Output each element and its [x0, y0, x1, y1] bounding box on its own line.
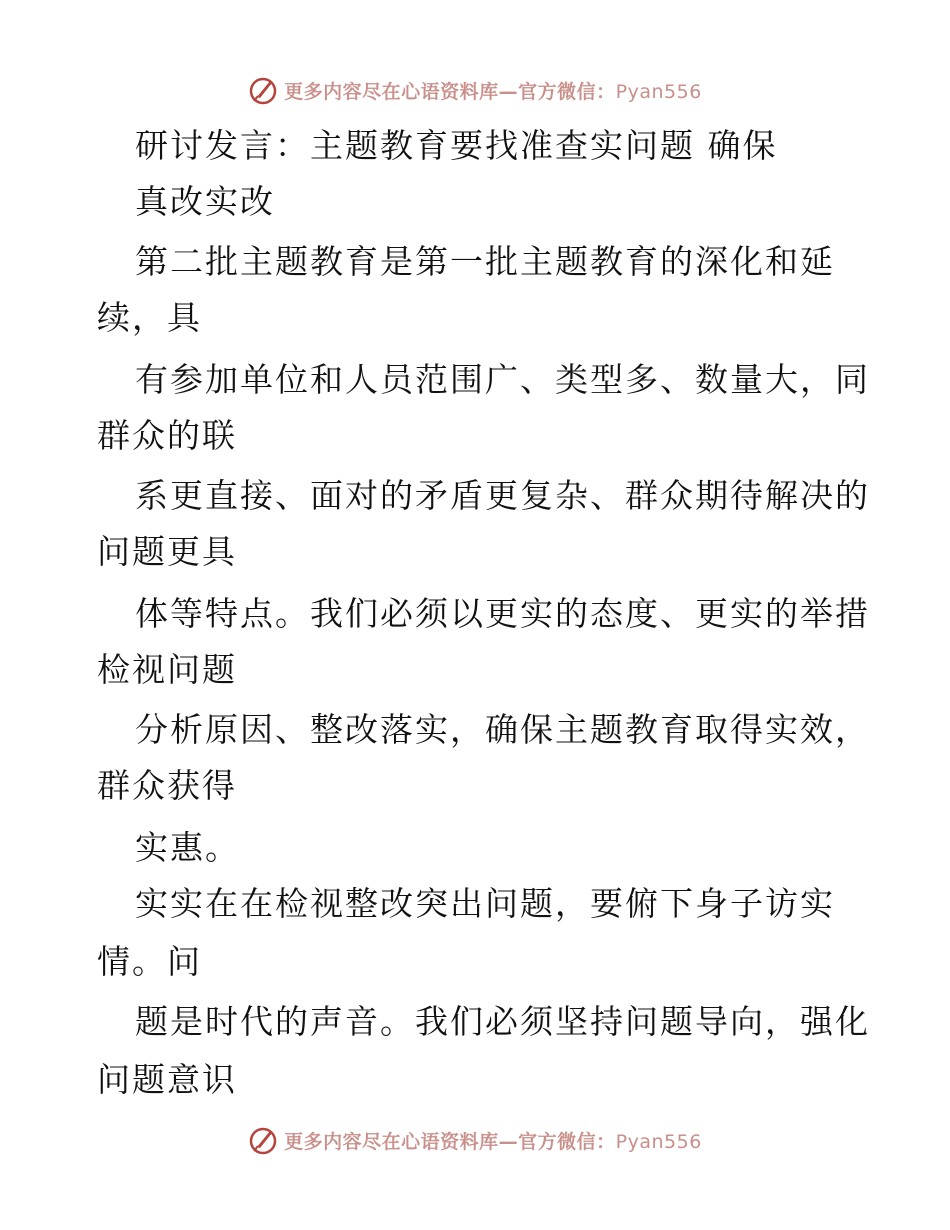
- quill-logo-icon: [248, 75, 278, 105]
- text-line: 检视问题: [97, 650, 237, 689]
- footer-watermark-id: Pyan556: [615, 1130, 702, 1153]
- text-line: 问题更具: [97, 532, 237, 571]
- text-line: 群众的联: [97, 416, 237, 455]
- text-line: 体等特点。我们必须以更实的态度、更实的举措: [135, 594, 870, 633]
- quill-logo-icon: [248, 1125, 278, 1155]
- text-line: 第二批主题教育是第一批主题教育的深化和延: [135, 242, 835, 281]
- text-line: 有参加单位和人员范围广、类型多、数量大，同: [135, 360, 870, 399]
- footer-watermark: [0, 1120, 950, 1160]
- footer-watermark-text: 更多内容尽在心语资料库—官方微信：: [284, 1130, 616, 1153]
- text-line: 实实在在检视整改突出问题，要俯下身子访实: [135, 884, 835, 923]
- text-line: 群众获得: [97, 766, 237, 805]
- text-line: 分析原因、整改落实，确保主题教育取得实效，: [135, 710, 870, 749]
- header-watermark: [0, 70, 950, 110]
- text-line: 系更直接、面对的矛盾更复杂、群众期待解决的: [135, 476, 870, 515]
- header-watermark-id: Pyan556: [615, 80, 702, 103]
- text-line: 研讨发言：主题教育要找准查实问题 确保: [135, 126, 778, 165]
- text-line: 续，具: [97, 298, 202, 337]
- header-watermark-text: 更多内容尽在心语资料库—官方微信：: [284, 80, 616, 103]
- text-line: 实惠。: [135, 828, 240, 867]
- text-line: 情。问: [97, 942, 202, 981]
- text-line: 题是时代的声音。我们必须坚持问题导向，强化: [135, 1002, 870, 1041]
- text-line: 问题意识: [97, 1060, 237, 1099]
- text-line: 真改实改: [135, 182, 275, 221]
